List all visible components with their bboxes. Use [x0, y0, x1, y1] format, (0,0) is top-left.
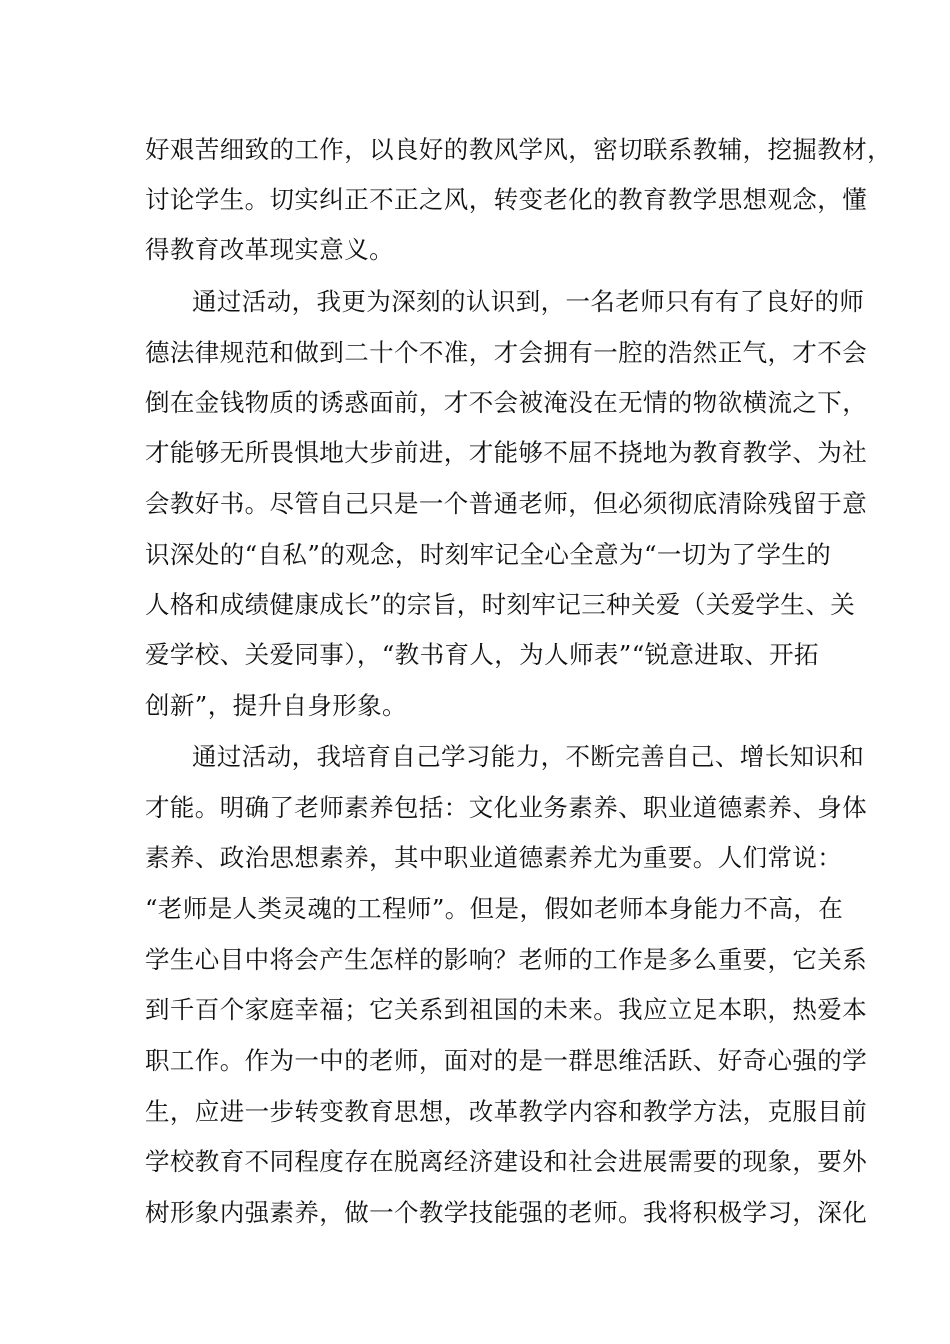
text-line: 会教好书。尽管自己只是一个普通老师，但必须彻底清除残留于意: [145, 489, 868, 518]
text-line: 学生心目中将会产生怎样的影响？老师的工作是多么重要，它关系: [145, 945, 868, 974]
text-line: “老师是人类灵魂的工程师”。但是，假如老师本身能力不高，在: [145, 894, 844, 923]
text-line: 识深处的“自私”的观念，时刻牢记全心全意为“一切为了学生的: [145, 540, 832, 569]
text-line: 德法律规范和做到二十个不准，才会拥有一腔的浩然正气，才不会: [145, 338, 868, 367]
text-line: 才能够无所畏惧地大步前进，才能够不屈不挠地为教育教学、为社: [145, 438, 868, 467]
text-line: 爱学校、关爱同事），“教书育人，为人师表”“锐意进取、开拓: [145, 640, 819, 669]
text-line: 好艰苦细致的工作，以良好的教风学风，密切联系教辅，挖掘教材，: [145, 135, 892, 164]
text-line: 学校教育不同程度存在脱离经济建设和社会进展需要的现象，要外: [145, 1147, 868, 1176]
paragraph-first-line: 通过活动，我更为深刻的认识到，一名老师只有有了良好的师: [192, 287, 865, 316]
text-line: 到千百个家庭幸福；它关系到祖国的未来。我应立足本职，热爱本: [145, 995, 868, 1024]
text-line: 职工作。作为一中的老师，面对的是一群思维活跃、好奇心强的学: [145, 1046, 868, 1075]
text-line: 倒在金钱物质的诱惑面前，才不会被淹没在无情的物欲横流之下，: [145, 388, 868, 417]
text-line: 创新”，提升自身形象。: [145, 691, 407, 720]
text-line: 得教育改革现实意义。: [145, 235, 394, 264]
text-line: 素养、政治思想素养，其中职业道德素养尤为重要。人们常说：: [145, 843, 843, 872]
text-line: 生，应进一步转变教育思想，改革教学内容和教学方法，克服目前: [145, 1097, 868, 1126]
paragraph-first-line: 通过活动，我培育自己学习能力，不断完善自己、增长知识和: [192, 742, 865, 771]
text-line: 讨论学生。切实纠正不正之风，转变老化的教育教学思想观念，懂: [145, 185, 868, 214]
text-line: 树形象内强素养，做一个教学技能强的老师。我将积极学习，深化: [145, 1198, 868, 1227]
text-line: 才能。明确了老师素养包括：文化业务素养、职业道德素养、身体: [145, 793, 868, 822]
text-line: 人格和成绩健康成长”的宗旨，时刻牢记三种关爱（关爱学生、关: [145, 590, 856, 619]
